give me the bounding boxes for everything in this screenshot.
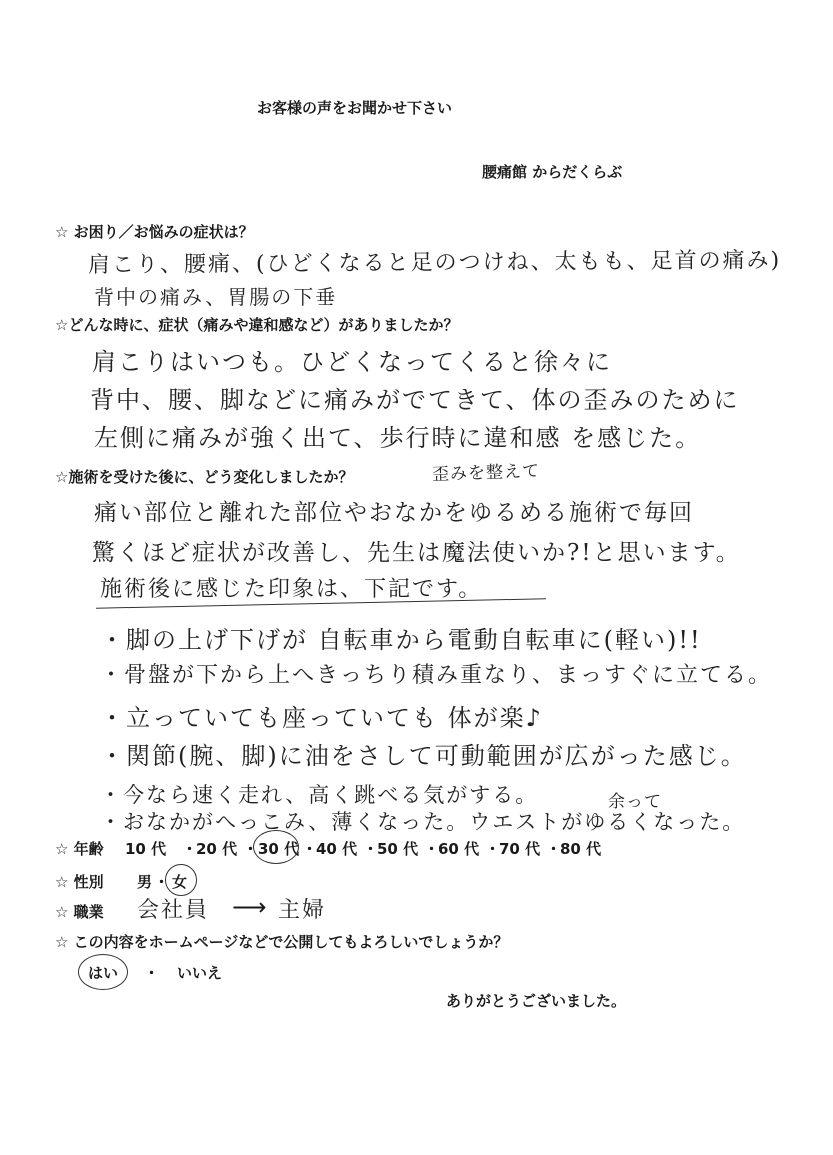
answer-change-insert: 歪みを整えて [431,461,541,485]
question-when: ☆どんな時に、症状（痛みや違和感など）がありましたか？ [55,316,459,334]
age-option-80[interactable]: 80 代 [560,840,602,858]
age-sep-6: ・ [485,840,501,858]
job-current: 主婦 [278,898,327,923]
age-selected-circle [253,830,299,864]
publish-selected-circle [78,954,128,990]
answer-change-bullet-5: ・今なら速く走れ、高く跳べる気がする。 [100,783,539,807]
age-option-10[interactable]: 10 代 [125,840,167,858]
answer-change-bullet-3: ・立っていても座っていても 体が楽♪ [100,704,543,732]
answer-change-line-3: 施術後に感じた印象は、下記です。 [100,577,483,602]
answer-change-line-2: 驚くほど症状が改善し、先生は魔法使いか?!と思います。 [92,540,741,566]
age-option-60[interactable]: 60 代 [438,840,480,858]
answer-change-bullet-6: ・おなかがへっこみ、薄くなった。ウエストがゆるくなった。 [100,810,746,834]
age-option-40[interactable]: 40 代 [316,840,358,858]
question-change: ☆施術を受けた後に、どう変化しましたか？ [55,468,354,486]
age-sep-1: ・ [182,840,198,858]
gender-label: ☆ 性別 [55,873,104,891]
answer-change-insert-2: 余って [608,792,662,812]
age-option-20[interactable]: 20 代 [196,840,238,858]
answer-change-bullet-2: ・骨盤が下から上へきっちり積み重なり、まっすぐに立てる。 [100,663,773,688]
answer-symptoms-line-1: 肩こり、腰痛、(ひどくなると足のつけね、太もも、足首の痛み) [87,248,782,278]
answer-change-line-1: 痛い部位と離れた部位やおなかをゆるめる施術で毎回 [94,500,694,526]
gender-option-male[interactable]: 男 [137,873,153,891]
clinic-name: 腰痛館 からだくらぶ [482,163,623,181]
question-symptoms: ☆ お困り／お悩みの症状は？ [55,223,254,241]
answer-change-bullet-1: ・脚の上げ下げが 自転車から電動自転車に(軽い)!! [100,626,702,654]
job-previous: 会社員 [137,898,210,923]
age-sep-7: ・ [546,840,562,858]
answer-when-line-2: 背中、腰、脚などに痛みがでてきて、体の歪みのために [90,386,740,414]
publish-option-no[interactable]: いいえ [177,964,223,982]
publish-question: ☆ この内容をホームページなどで公開してもよろしいでしょうか？ [55,933,509,951]
age-sep-2: ・ [243,840,259,858]
age-label: ☆ 年齢 [55,840,104,858]
age-sep-4: ・ [363,840,379,858]
gender-option-female[interactable]: 女 [172,873,188,891]
publish-sep: ・ [144,964,160,982]
form-title: お客様の声をお聞かせ下さい [257,99,453,117]
answer-when-line-3: 左側に痛みが強く出て、歩行時に違和感 を感じた。 [94,424,702,452]
gender-selected-circle [165,864,197,896]
thanks-text: ありがとうございました。 [446,992,627,1010]
age-option-50[interactable]: 50 代 [377,840,419,858]
publish-option-yes[interactable]: はい [88,964,119,982]
answer-symptoms-line-2: 背中の痛み、胃腸の下垂 [94,285,338,309]
answer-when-line-1: 肩こりはいつも。ひどくなってくると徐々に [92,348,612,376]
job-label: ☆ 職業 [55,903,104,921]
gender-sep: ・ [154,873,170,891]
age-sep-3: ・ [302,840,318,858]
answer-change-bullet-4: ・関節(腕、脚)に油をさして可動範囲が広がった感じ。 [100,742,747,770]
age-option-70[interactable]: 70 代 [499,840,541,858]
age-sep-5: ・ [424,840,440,858]
age-option-30[interactable]: 30 代 [258,840,300,858]
arrow-right-icon: ⟶ [232,893,267,921]
